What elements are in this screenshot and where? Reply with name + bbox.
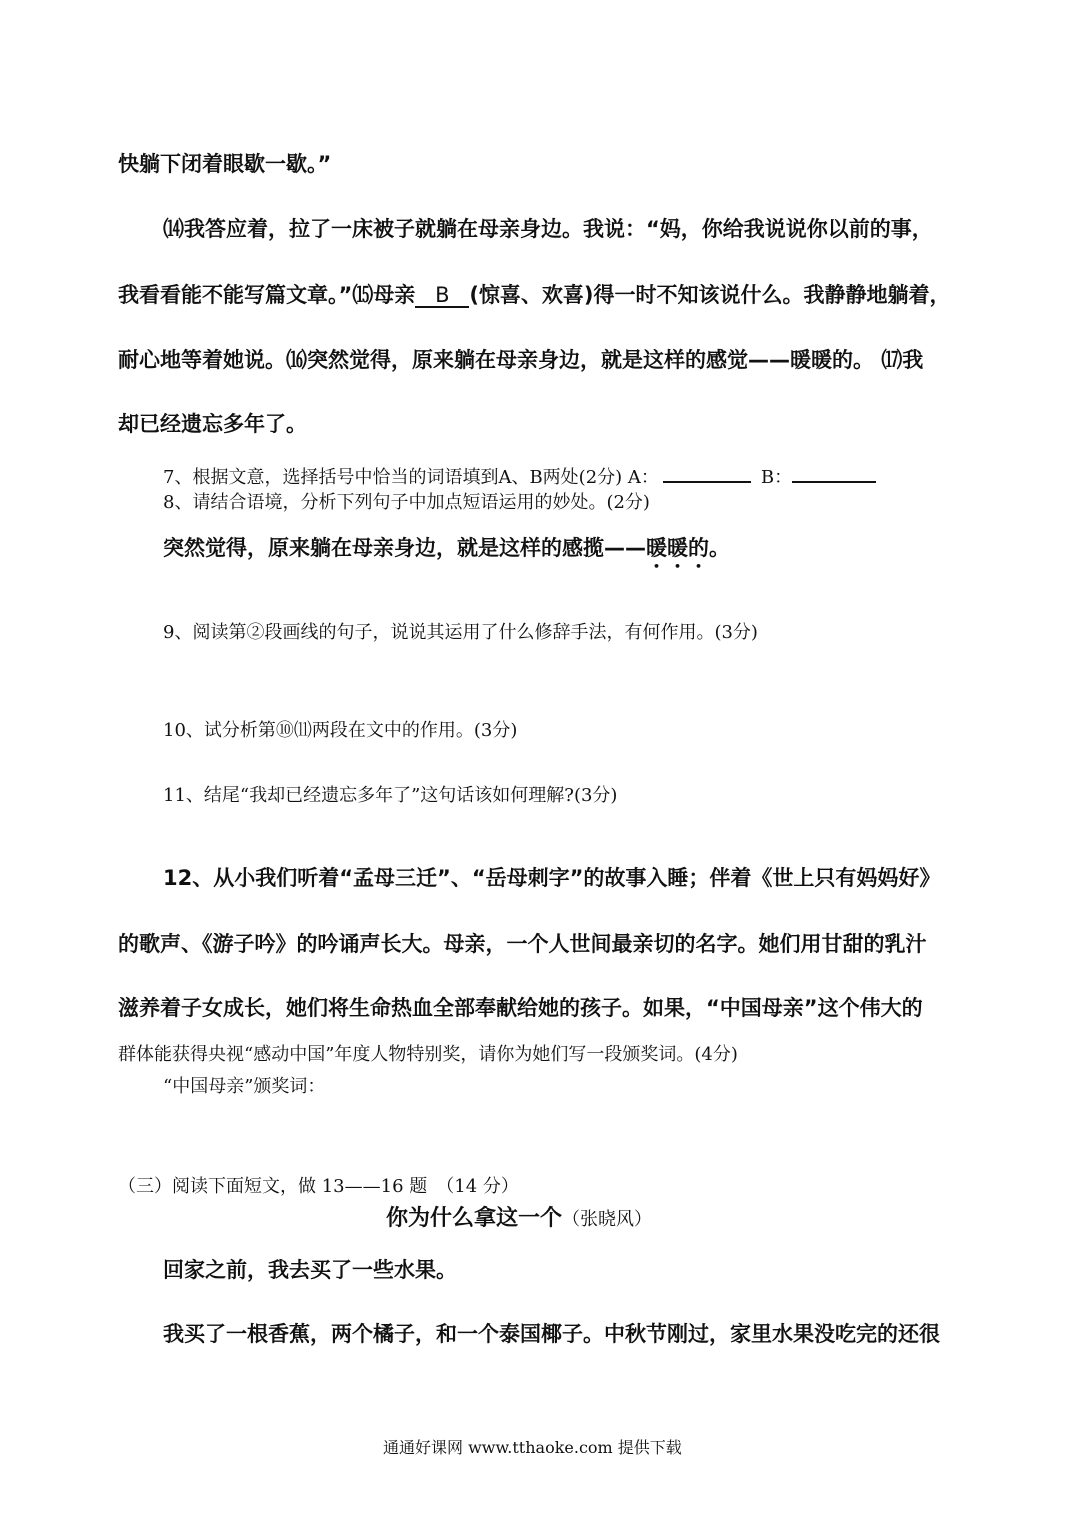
question-12-line: 滋养着子女成长，她们将生命热血全部奉献给她的孩子。如果，“中国母亲”这个伟大的	[118, 996, 923, 1020]
question-12-answer-label: “中国母亲”颁奖词：	[163, 1076, 326, 1097]
question-12-line: 12、从小我们听着“孟母三迁”、“岳母刺字”的故事入睡；伴着《世上只有妈妈好》	[163, 866, 941, 890]
article-paragraph: 回家之前，我去买了一些水果。	[163, 1258, 457, 1282]
question-8-sentence-post: 。	[709, 536, 730, 560]
answer-blank-b-field	[792, 463, 876, 483]
question-8-sentence	[163, 536, 730, 573]
article-title-line	[386, 1208, 652, 1230]
answer-blank-b: B	[415, 285, 469, 308]
question-10: 10、试分析第⑩⑾两段在文中的作用。(3分)	[163, 720, 518, 741]
question-8: 8、请结合语境，分析下列句子中加点短语运用的妙处。(2分)	[163, 492, 650, 513]
section-3-header: （三）阅读下面短文，做 13——16 题 （14 分）	[118, 1176, 519, 1197]
paragraph-14-text-pre: 我看看能不能写篇文章。”⒂母亲	[118, 283, 416, 307]
question-12-line: 的歌声、《游子吟》的吟诵声长大。母亲，一个人世间最亲切的名字。她们用甘甜的乳汁	[118, 932, 927, 956]
page-footer: 通通好课网 www.tthaoke.com 提供下载	[383, 1438, 682, 1457]
dotted-phrase: 暖暖的	[646, 536, 709, 560]
question-9: 9、阅读第②段画线的句子，说说其运用了什么修辞手法，有何作用。(3分)	[163, 622, 758, 643]
question-12-line: 群体能获得央视“感动中国”年度人物特别奖，请你为她们写一段颁奖词。(4分)	[118, 1044, 738, 1065]
article-title: 你为什么拿这一个	[386, 1206, 563, 1231]
paragraph-14-text-post: (惊喜、欢喜)得一时不知该说什么。我静静地躺着，	[469, 283, 951, 307]
question-7-text: 7、根据文意，选择括号中恰当的词语填到A、B两处(2分) A：	[163, 467, 659, 488]
answer-blank-a	[663, 463, 751, 483]
paragraph-14-line: ⒁我答应着，拉了一床被子就躺在母亲身边。我说：“妈，你给我说说你以前的事，	[163, 217, 933, 241]
question-7-b-label: B：	[760, 467, 793, 488]
question-8-sentence-pre: 突然觉得，原来躺在母亲身边，就是这样的感揽——	[163, 536, 646, 560]
article-author: （张晓风）	[562, 1209, 653, 1230]
paragraph-16-line: 耐心地等着她说。⒃突然觉得，原来躺在母亲身边，就是这样的感觉——暖暖的。 ⒄我	[118, 348, 924, 372]
question-7	[163, 463, 876, 487]
question-11: 11、结尾“我却已经遗忘多年了”这句话该如何理解?(3分)	[163, 785, 618, 806]
paragraph-14-line-2	[118, 285, 951, 308]
paragraph-17-line: 却已经遗忘多年了。	[118, 412, 307, 436]
passage-line: 快躺下闭着眼歇一歇。”	[118, 152, 332, 176]
article-paragraph: 我买了一根香蕉，两个橘子，和一个泰国椰子。中秋节刚过，家里水果没吃完的还很	[163, 1322, 940, 1346]
